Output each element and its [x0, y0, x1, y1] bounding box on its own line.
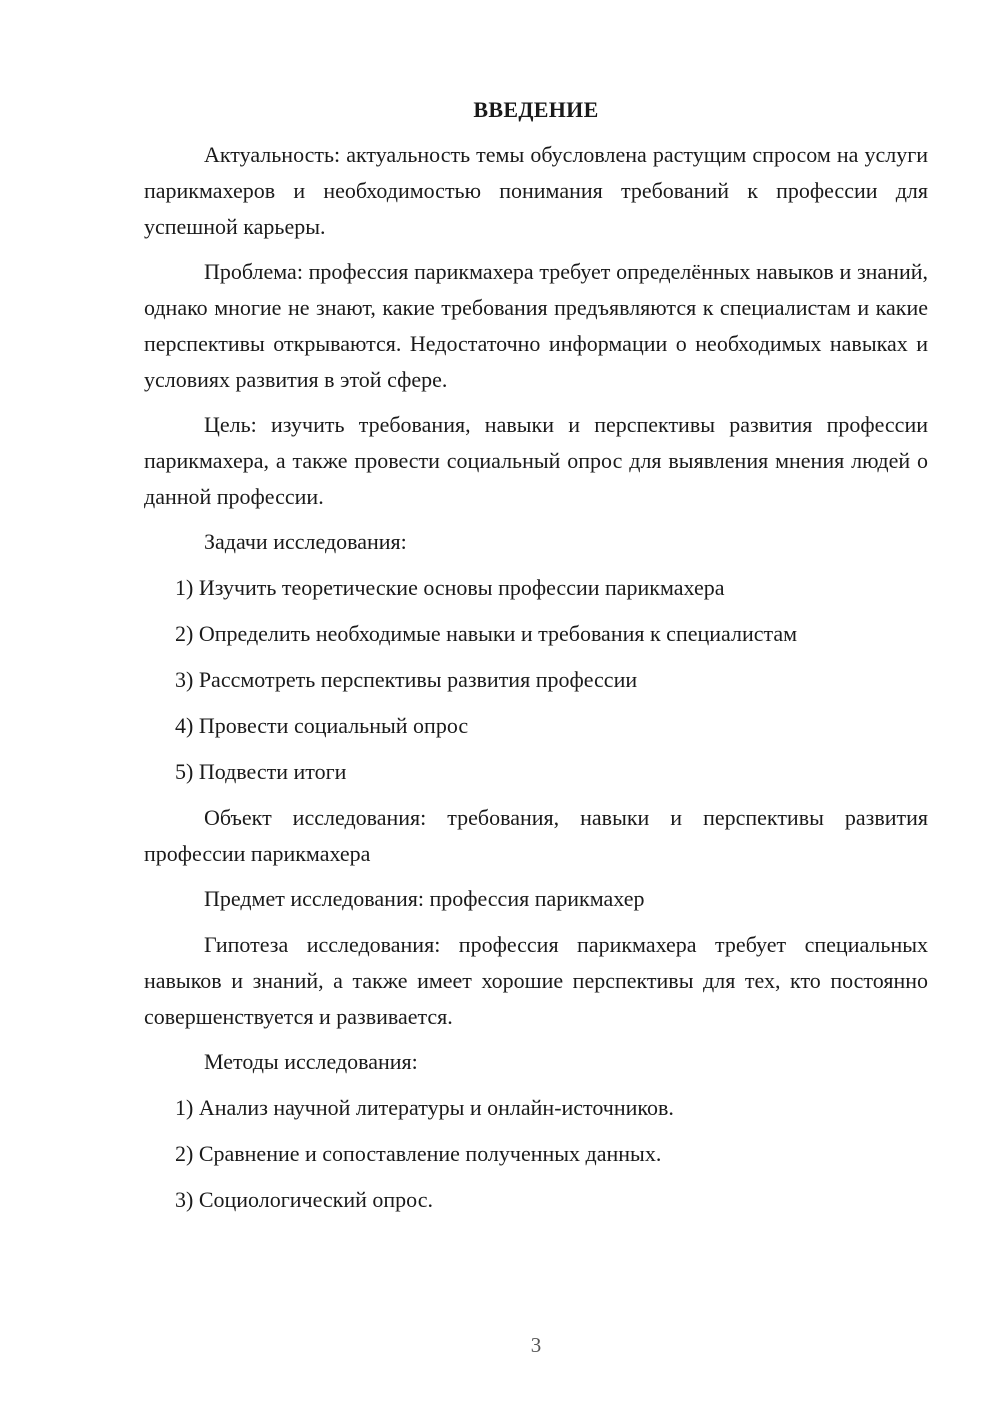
problem-paragraph: Проблема: профессия парикмахера требует определённых навыков и знаний, однако многие не знают, какие требования предъявляются к специалистам и какие перспективы открываются. Недостаточно информации о необходимых навыках и условиях развития в этой сфере.: [144, 259, 928, 392]
object-paragraph: Объект исследования: требования, навыки и перспективы развития профессии парикмахера: [144, 805, 928, 866]
tasks-list: [144, 570, 928, 790]
relevance-paragraph: Актуальность: актуальность темы обусловлена растущим спросом на услуги парикмахеров и необходимостью понимания требований к профессии для успешной карьеры.: [144, 142, 928, 239]
task-item: 2) Определить необходимые навыки и требования к специалистам: [175, 621, 798, 646]
hypothesis-paragraph: Гипотеза исследования: профессия парикмахера требует специальных навыков и знаний, а также имеет хорошие перспективы для тех, кто постоянно совершенствуется и развивается.: [144, 932, 928, 1029]
methods-heading: Методы исследования:: [204, 1049, 418, 1074]
method-item: 1) Анализ научной литературы и онлайн-источников.: [175, 1095, 674, 1120]
goal-paragraph: Цель: изучить требования, навыки и перспективы развития профессии парикмахера, а также провести социальный опрос для выявления мнения людей о данной профессии.: [144, 412, 928, 509]
methods-list: [144, 1090, 928, 1218]
tasks-heading: Задачи исследования:: [204, 529, 407, 554]
page-title: ВВЕДЕНИЕ: [473, 97, 599, 122]
task-item: 5) Подвести итоги: [175, 759, 347, 784]
task-item: 1) Изучить теоретические основы профессии парикмахера: [175, 575, 725, 600]
task-item: 4) Провести социальный опрос: [175, 713, 469, 738]
task-item: 3) Рассмотреть перспективы развития профессии: [175, 667, 638, 692]
document-page: [144, 92, 928, 1228]
page-number: 3: [530, 1333, 542, 1357]
method-item: 3) Социологический опрос.: [175, 1187, 433, 1212]
subject-paragraph: Предмет исследования: профессия парикмахер: [204, 886, 645, 911]
method-item: 2) Сравнение и сопоставление полученных данных.: [175, 1141, 662, 1166]
